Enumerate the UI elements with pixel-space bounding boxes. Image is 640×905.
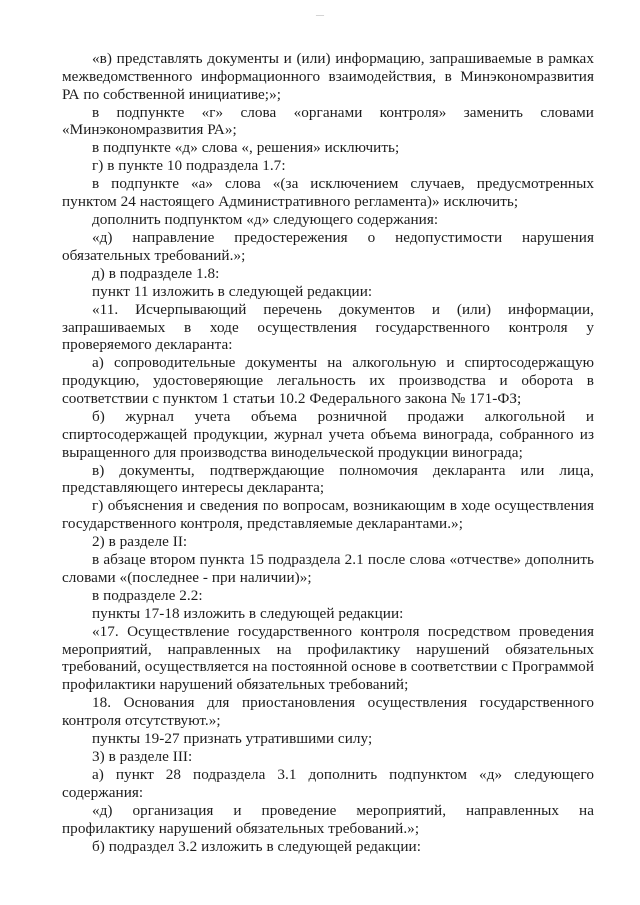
paragraph-23: а) пункт 28 подраздела 3.1 дополнить подпунктом «д» следующего содержания: — [62, 766, 594, 801]
paragraph-13: в) документы, подтверждающие полномочия декларанта или лица, представляющего интересы декларанта; — [62, 461, 594, 497]
paragraph-4: г) в пункте 10 подраздела 1.7: — [92, 157, 286, 175]
paragraph-6: дополнить подпунктом «д» следующего содержания: — [92, 211, 439, 229]
paragraph-22: 3) в разделе III: — [92, 748, 193, 766]
paragraph-24: «д) организация и проведение мероприятий, направленных на профилактику нарушений обязательных требований.»; — [62, 801, 594, 837]
paragraph-1: «в) представлять документы и (или) информацию, запрашиваемые в рамках межведомственного информационного взаимодействия, в Минэкономразвития РА по собственной инициативе;»; — [62, 50, 594, 103]
paragraph-17: в подразделе 2.2: — [92, 586, 203, 604]
paragraph-19: «17. Осуществление государственного контроля посредством проведения мероприятий, направленных на профилактику нарушений обязательных требований, осуществляется на постоянной основе в соответствии с Программой профилактики нарушений обязательных требований; — [62, 622, 594, 694]
paragraph-16: в абзаце втором пункта 15 подраздела 2.1 после слова «отчестве» дополнить словами «(последнее - при наличии)»; — [62, 551, 594, 586]
paragraph-25: б) подраздел 3.2 изложить в следующей редакции: — [92, 837, 421, 855]
paragraph-3: в подпункте «д» слова «, решения» исключить; — [92, 139, 400, 157]
paragraph-18: пункты 17-18 изложить в следующей редакции: — [92, 604, 404, 622]
paragraph-21: пункты 19-27 признать утратившими силу; — [92, 730, 373, 748]
paragraph-20: 18. Основания для приостановления осуществления государственного контроля отсутствуют.»; — [62, 694, 594, 730]
paragraph-2: в подпункте «г» слова «органами контроля» заменить словами «Минэкономразвития РА»; — [62, 103, 594, 139]
paragraph-10: «11. Исчерпывающий перечень документов и (или) информации, запрашиваемых в ходе осуществления государственного контроля у проверяемого декларанта: — [62, 300, 594, 354]
document-body — [62, 50, 594, 856]
paragraph-5: в подпункте «а» слова «(за исключением случаев, предусмотренных пунктом 24 настоящего Административного регламента)» исключить; — [62, 175, 594, 211]
paragraph-14: г) объяснения и сведения по вопросам, возникающим в ходе осуществления государственного контроля, представляемые декларантами.»; — [62, 497, 594, 533]
paragraph-9: пункт 11 изложить в следующей редакции: — [92, 282, 373, 300]
paragraph-12: б) журнал учета объема розничной продажи алкогольной и спиртосодержащей продукции, журнал учета объема винограда, собранного из выращенного для производства винодельческой продукции винограда; — [62, 408, 594, 461]
paragraph-7: «д) направление предостережения о недопустимости нарушения обязательных требований.»; — [62, 229, 594, 264]
paragraph-11: а) сопроводительные документы на алкогольную и спиртосодержащую продукцию, удостоверяющие легальность их производства и оборота в соответствии с пунктом 1 статьи 10.2 Федерального закона № 171-ФЗ; — [62, 354, 594, 408]
paragraph-15: 2) в разделе II: — [92, 533, 188, 551]
paragraph-8: д) в подразделе 1.8: — [92, 264, 220, 282]
page-header-mark: — — [316, 10, 324, 19]
